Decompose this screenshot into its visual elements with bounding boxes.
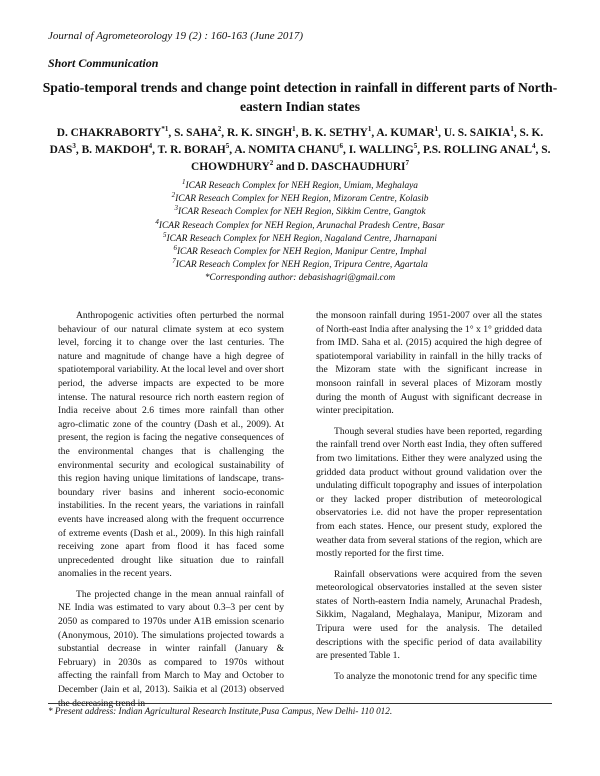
author-name <box>423 144 536 156</box>
affiliation-text: ICAR Reseach Complex for NEH Region, Manipur Centre, Imphal <box>176 247 427 258</box>
author-name-text: U. S. SAIKIA <box>443 127 511 139</box>
author-affil-mark: 1 <box>510 125 514 134</box>
author-affil-mark: 4 <box>148 142 153 151</box>
author-name-text: A. NOMITA CHANU <box>234 144 340 156</box>
author-affil-mark: 1 <box>434 125 439 134</box>
author-name-text: R. K. SINGH <box>226 127 293 139</box>
author-name <box>227 127 296 139</box>
author-name-text: A. KUMAR <box>376 127 435 139</box>
author-name <box>297 161 409 173</box>
author-affil-mark: 5 <box>225 142 230 151</box>
affiliation-mark: 2 <box>171 191 176 200</box>
author-name-text: S. CHOWDHURY <box>191 144 551 173</box>
author-affil-mark: 1 <box>292 125 296 134</box>
author-affil-mark: 2 <box>269 159 274 168</box>
author-affil-mark: 4 <box>532 142 536 151</box>
affiliation <box>40 259 560 272</box>
affiliation-text: ICAR Reseach Complex for NEH Region, Sikkim Centre, Gangtok <box>177 207 426 218</box>
body-column-right <box>316 309 542 690</box>
corresponding-author: *Corresponding author: debasishagri@gmail.com <box>204 273 396 284</box>
affiliation-text: ICAR Reseach Complex for NEH Region, Arunachal Pradesh Centre, Basar <box>158 220 445 231</box>
paragraph: the monsoon rainfall during 1951-2007 over all the states of North-east India after analysing the 1° x 1° gridded data from IMD. Saha et al. (2015) acquired the high degree of spatiotemporal variability in rainfall in the hilly tracks of the Mizoram state with the significant increase in monsoon rainfall in several places of Mizoram mostly during the month of August with significant decrease in winter precipitation. <box>316 310 542 417</box>
author-affil-mark: 3 <box>72 142 76 151</box>
paragraph: To analyze the monotonic trend for any specific time <box>334 670 537 682</box>
author-name <box>234 144 343 156</box>
author-list: D. CHAKRABORTY$^{*1}$, S. SAHA$^2$, R. K. SINGH$^1$, B. K. SETHY$^1$, A. KUMAR$^1$, U. S. SAIKIA$^1$, S. K. DAS$^3$, B. MAKDOH$^4$, T. R. BORAH$^5$, A. NOMITA CHANU$^6$, I. WALLING$^5$, P.S. ROLLING ANAL$^4$, S. CHOWDHURY$^2$ and D. DASCHAUDHURI$^7$ <box>49 125 551 173</box>
affiliation <box>40 217 560 233</box>
affiliation-list <box>40 177 560 286</box>
author-name <box>376 127 438 139</box>
affiliation-text: ICAR Reseach Complex for NEH Region, Nagaland Centre, Jharnapani <box>166 233 437 244</box>
paragraph: The projected change in the mean annual rainfall of NE India was estimated to vary about 0.3–3 per cent by 2050 as compared to 1970s under A1B emission scenario (Anonymous, 2010). The simulations projected towards a substantial decrease in winter rainfall (January & February) in 2030s as compared to 1970s without affecting the rainfall from March to May and October to December (Jain et al, 2013). Saikia et al (2013) observed the decreasing trend in <box>58 588 284 709</box>
author-affil-mark: *1 <box>161 125 169 134</box>
author-name-text: D. DASCHAUDHURI <box>297 161 406 173</box>
affiliation <box>40 177 560 193</box>
paragraph: Rainfall observations were acquired from the seven meteorological observatories installed at the seven sister states of North-eastern India namely, Arunachal Pradesh, Sikkim, Nagaland, Meghalaya, Manipur, Mizoram and Tripura were used for the analysis. The detailed descriptions with the specific period of data availability are presented Table 1. <box>316 568 542 662</box>
section-label: Short Communication <box>48 56 159 70</box>
affiliation-mark: 7 <box>172 257 176 266</box>
author-affil-mark: 5 <box>413 142 418 151</box>
author-name <box>82 144 153 156</box>
author-name-text: D. CHAKRABORTY <box>56 127 162 139</box>
author-name-text: B. K. SETHY <box>301 127 368 139</box>
author-name <box>444 127 514 139</box>
author-affil-mark: 1 <box>367 125 372 134</box>
affiliation-mark: 6 <box>173 243 177 252</box>
affiliation-mark: 4 <box>155 217 159 226</box>
author-name <box>57 127 169 139</box>
paper-title: Spatio-temporal trends and change point detection in rainfall in different parts of North-eastern Indian states <box>42 80 558 114</box>
paragraph: Anthropogenic activities often perturbed the normal behaviour of our natural climate system at eco system level, forcing it to change over the last centuries. The nature and magnitude of change have a high degree of spatiotemporal variability. At the local level and over short period, the adverse impacts are expected to be more intense. The natural resource rich north eastern region of India receive about 2.6 times more rainfall than other agro-climatic zone of the country (Dash et al., 2009). At present, the region is facing the negative consequences of the environmental changes that is challenging the environmental security and ecological sustainability of this region having unique limitations of landscape, trans-boundary river basins and inherent socio-economic instabilities. In the recent years, the variations in rainfall events have increased along with the frequent occurrence of extreme events (Dash et al., 2009). In this high rainfall receiving zone apart from flood it has faced some unprecedented drought like situation due to rainfall anomalies in the recent years. <box>58 310 284 580</box>
author-name-text: S. SAHA <box>174 127 218 139</box>
footnote: * Present address: Indian Agricultural Research Institute,Pusa Campus, New Delhi- 110 012. <box>48 706 393 716</box>
affiliation-mark: 1 <box>181 177 186 186</box>
paragraph: Though several studies have been reported, regarding the rainfall trend over North east India, they often suffered from two limitations. Either they were analyzed using the gridded data product without ground validation over the undulating difficult topography and issues of interpolation or they lacked proper distribution of meteorological observatories i.e. did not have the proper representation from each states. Hence, our present study, explored the weather data from several stations of the region, which are mostly reported for the first time. <box>316 425 542 560</box>
affiliation-mark: 5 <box>163 230 167 239</box>
author-name-text: P.S. ROLLING ANAL <box>422 144 533 156</box>
author-name <box>349 144 418 156</box>
footnote-divider <box>48 703 552 704</box>
affiliation-mark: 3 <box>174 204 178 213</box>
author-affil-mark: 6 <box>339 142 344 151</box>
author-name <box>158 144 230 156</box>
author-name <box>301 127 371 139</box>
affiliation-text: ICAR Reseach Complex for NEH Region, Tripura Centre, Agartala <box>175 260 428 271</box>
author-name-text: T. R. BORAH <box>157 144 226 156</box>
author-name-text: B. MAKDOH <box>81 144 149 156</box>
journal-citation: Journal of Agrometeorology 19 (2) : 160-163 (June 2017) <box>48 30 303 42</box>
affiliation <box>40 193 560 206</box>
affiliation <box>40 230 560 246</box>
affiliation <box>40 206 560 219</box>
body-column-left <box>58 309 284 717</box>
affiliation-text: ICAR Reseach Complex for NEH Region, Mizoram Centre, Kolasib <box>175 194 429 205</box>
author-affil-mark: 7 <box>405 159 409 168</box>
author-name-text: S. K. DAS <box>49 127 544 156</box>
author-name <box>174 127 221 139</box>
affiliation <box>40 243 560 259</box>
author-name-text: I. WALLING <box>348 144 414 156</box>
author-affil-mark: 2 <box>217 125 222 134</box>
affiliation-text: ICAR Reseach Complex for NEH Region, Umiam, Meghalaya <box>185 181 418 191</box>
